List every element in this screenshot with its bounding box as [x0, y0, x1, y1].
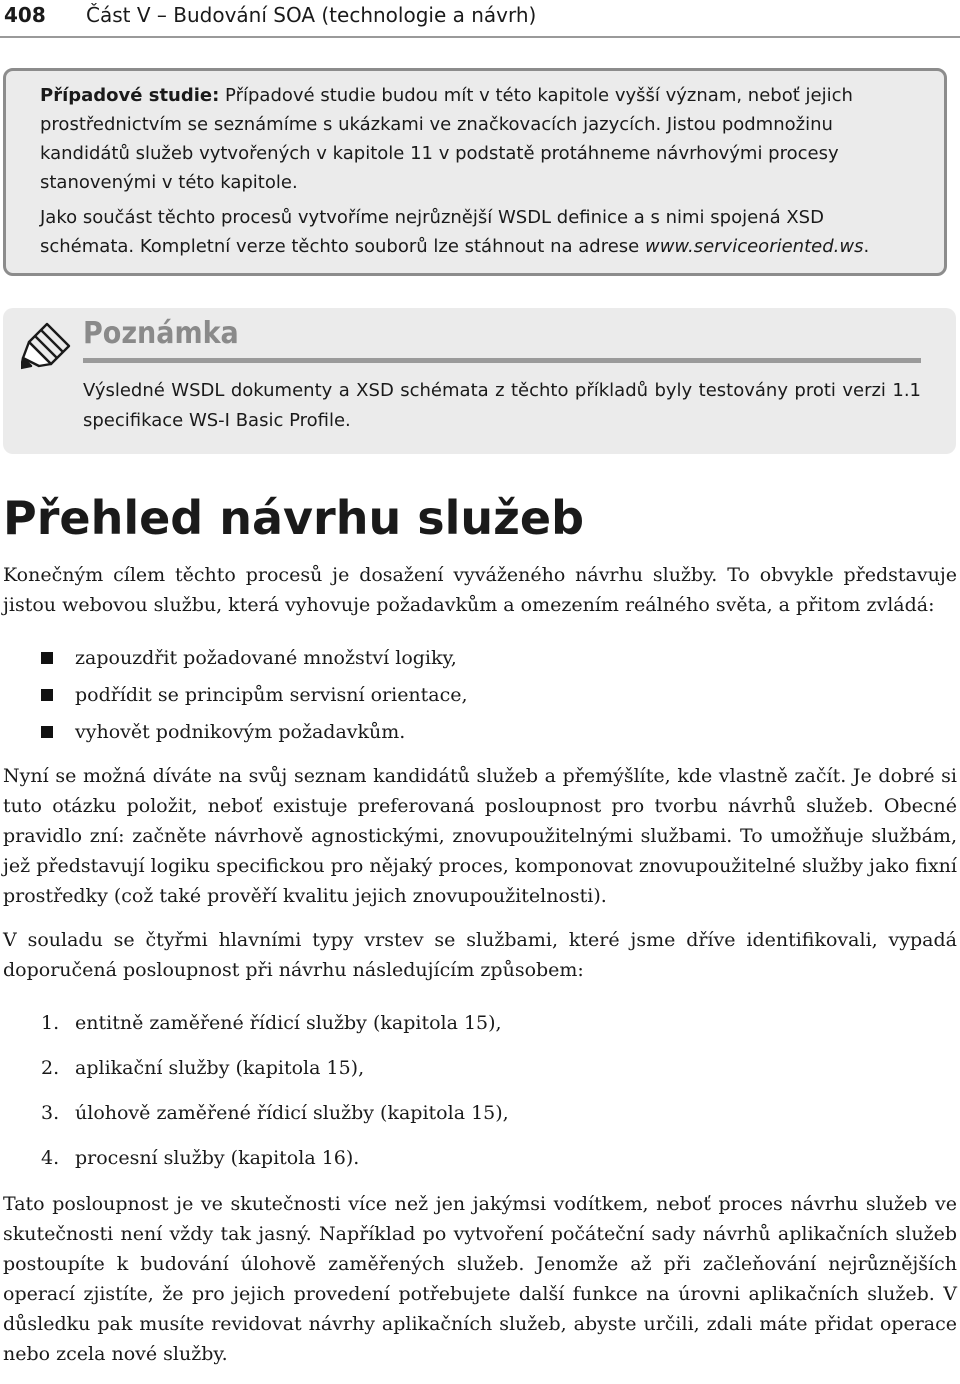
case-study-label: Případové studie: — [40, 85, 220, 106]
numbered-list — [3, 1001, 957, 1181]
case-study-box — [3, 68, 947, 276]
item-number: 1. — [41, 1012, 60, 1034]
item-number: 4. — [41, 1147, 60, 1169]
case-study-text-1: Případové studie budou mít v této kapitole vyšší význam, neboť jejich prostřednictvím se seznámíme s ukázkami ve značkovacích jazycích. Jistou podmnožinu kandidátů služeb vytvořených v kapitole 11 v podstatě protáhneme návrhovými procesy stanovenými v této kapitole. — [40, 85, 853, 193]
square-bullet-icon — [41, 652, 53, 664]
item-text: úlohově zaměřené řídicí služby (kapitola 15), — [75, 1102, 509, 1124]
square-bullet-icon — [41, 689, 53, 701]
item-number: 3. — [41, 1102, 60, 1124]
list-item — [3, 714, 957, 751]
numbered-item — [3, 1046, 957, 1091]
case-study-paragraph-2 — [40, 203, 912, 261]
case-study-paragraph-1 — [40, 81, 912, 197]
square-bullet-icon — [41, 726, 53, 738]
list-item-text: zapouzdřit požadované množství logiky, — [75, 647, 457, 669]
paragraph-4: Tato posloupnost je ve skutečnosti více než jen jakýmsi vodítkem, neboť proces návrhu služeb ve skutečnosti není vždy tak jasný. Například po vytvoření počáteční sady návrhů aplikačních služeb postoupíte k budování úlohově zaměřených služeb. Jenomže až při začleňování nejrůznějších operací zjistíte, že pro jejich provedení potřebujete další funkce na úrovni aplikačních služeb. V důsledku pak musíte revidovat návrhy aplikačních služeb, abyste určili, zdali máte přidat operace nebo zcela nové služby. — [3, 1193, 957, 1365]
numbered-item — [3, 1091, 957, 1136]
list-item-text: podřídit se principům servisní orientace, — [75, 684, 468, 706]
paragraph-2: Nyní se možná díváte na svůj seznam kandidátů služeb a přemýšlíte, kde vlastně začít. Je dobré si tuto otázku položit, neboť existuje preferovaná posloupnost pro tvorbu návrhů služeb. Obecné pravidlo zní: začněte návrhově agnostickými, znovupoužitelnými službami. To umožňuje službám, jež představují logiku specifickou pro nějaký proces, komponovat znovupoužitelné služby jako fixní prostředky (což také prověří kvalitu jejich znovupoužitelnosti). — [3, 765, 957, 907]
item-text: aplikační služby (kapitola 15), — [75, 1057, 365, 1079]
list-item — [3, 640, 957, 677]
list-item — [3, 677, 957, 714]
note-text: Výsledné WSDL dokumenty a XSD schémata z těchto příkladů byly testovány proti verzi 1.1 specifikace WS-I Basic Profile. — [83, 380, 921, 431]
chapter-title: Část V – Budování SOA (technologie a návrh) — [86, 3, 537, 27]
bullet-list — [3, 640, 957, 751]
note-divider — [83, 358, 921, 363]
paragraph-3: V souladu se čtyřmi hlavními typy vrstev se službami, které jsme dříve identifikovali, vypadá doporučená posloupnost při návrhu následujícím způsobem: — [3, 929, 957, 981]
item-number: 2. — [41, 1057, 60, 1079]
section-heading: Přehled návrhu služeb — [3, 491, 585, 545]
intro-paragraph: Konečným cílem těchto procesů je dosažení vyváženého návrhu služby. To obvykle představuje jistou webovou službu, která vyhovuje požadavkům a omezením reálného světa, a přitom zvládá: — [3, 564, 957, 616]
pencil-icon — [21, 320, 73, 372]
list-item-text: vyhovět podnikovým požadavkům. — [75, 721, 406, 743]
case-study-text-2: Jako součást těchto procesů vytvoříme nejrůznější WSDL definice a s nimi spojená XSD schémata. Kompletní verze těchto souborů lze stáhnout na adrese — [40, 207, 824, 257]
page-number: 408 — [4, 3, 46, 27]
numbered-item — [3, 1001, 957, 1046]
item-text: procesní služby (kapitola 16). — [75, 1147, 360, 1169]
body-text — [3, 560, 957, 1369]
note-title: Poznámka — [83, 316, 239, 351]
note-box — [3, 308, 956, 454]
running-header — [0, 0, 960, 38]
item-text: entitně zaměřené řídicí služby (kapitola 15), — [75, 1012, 502, 1034]
download-link[interactable]: www.serviceoriented.ws — [644, 236, 864, 257]
numbered-item — [3, 1136, 957, 1181]
case-study-text-2-end: . — [863, 236, 870, 257]
